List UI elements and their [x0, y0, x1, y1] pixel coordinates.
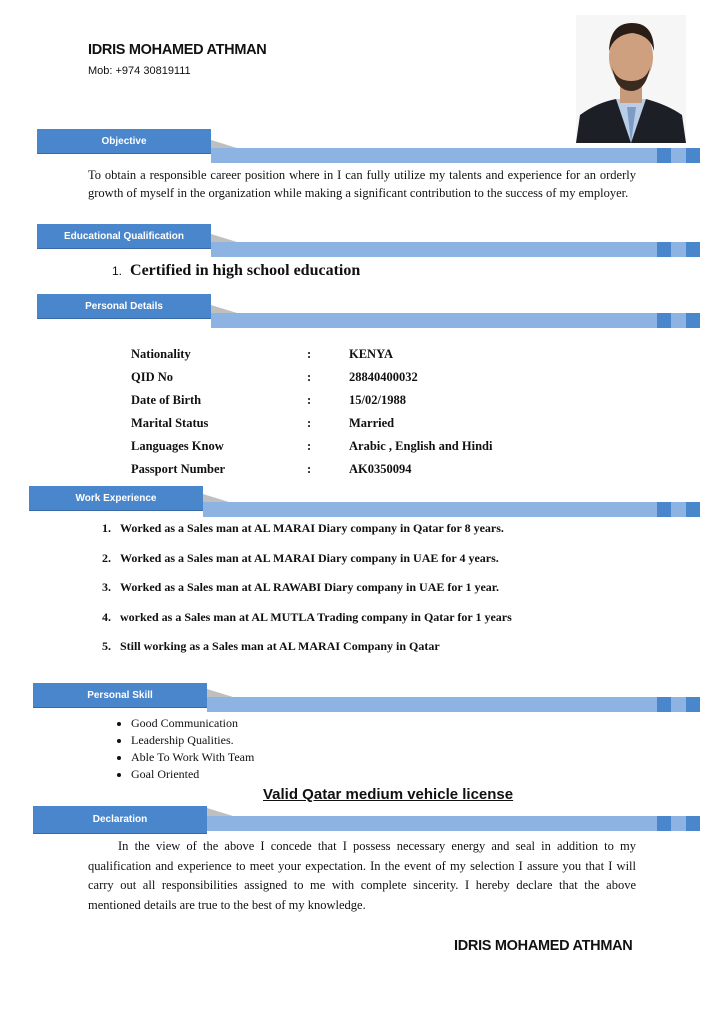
personal-detail-row [131, 435, 549, 458]
section-label-work-experience: Work Experience [29, 486, 203, 510]
work-item: 1. Worked as a Sales man at AL MARAI Diary company in Qatar for 8 years. [114, 521, 512, 551]
skills-list [95, 716, 254, 784]
section-label-objective: Objective [37, 129, 211, 153]
mobile-number: Mob: +974 30819111 [88, 65, 191, 77]
signature-name: IDRIS MOHAMED ATHMAN [454, 938, 633, 954]
detail-value: KENYA [349, 347, 393, 361]
detail-sep: : [307, 462, 312, 476]
work-item: 3. Worked as a Sales man at AL RAWABI Diary company in UAE for 1 year. [114, 580, 512, 610]
candidate-name: IDRIS MOHAMED ATHMAN [88, 42, 267, 58]
detail-value: Married [349, 416, 395, 430]
skill-item: • Leadership Qualities. [131, 733, 254, 750]
detail-label: Passport Number [131, 462, 226, 476]
objective-text: To obtain a responsible career position where in I can fully utilize my talents and experience for an orderly growth of myself in the organization while making a significant contribution to the success of my employer. [88, 168, 636, 200]
skill-item: • Good Communication [131, 716, 254, 733]
detail-label: Date of Birth [131, 393, 202, 407]
detail-sep: : [307, 439, 312, 453]
skill-item: • Able To Work With Team [131, 750, 254, 767]
personal-detail-row [131, 389, 549, 412]
section-bar [211, 242, 700, 257]
skill-item: • Goal Oriented [131, 767, 254, 784]
work-item: 2. Worked as a Sales man at AL MARAI Diary company in UAE for 4 years. [114, 551, 512, 581]
detail-value: 28840400032 [349, 370, 418, 384]
detail-value: 15/02/1988 [349, 393, 406, 407]
detail-sep: : [307, 370, 312, 384]
section-bar [207, 816, 700, 831]
profile-photo [576, 15, 686, 143]
license-note: Valid Qatar medium vehicle license [263, 786, 514, 803]
detail-sep: : [307, 347, 312, 361]
work-item: 4. worked as a Sales man at AL MUTLA Trading company in Qatar for 1 years [114, 610, 512, 640]
work-item: 5. Still working as a Sales man at AL MARAI Company in Qatar [114, 639, 512, 669]
detail-sep: : [307, 393, 312, 407]
section-label-education: Educational Qualification [37, 224, 211, 248]
work-experience-list [82, 521, 512, 669]
detail-value: Arabic , English and Hindi [349, 439, 493, 453]
item-number: 1. [112, 264, 123, 278]
personal-detail-row [131, 343, 549, 366]
detail-sep: : [307, 416, 312, 430]
detail-label: Nationality [131, 347, 191, 361]
section-bar [211, 148, 700, 163]
personal-detail-row [131, 366, 549, 389]
personal-detail-row [131, 412, 549, 435]
education-text: Certified in high school education [130, 262, 361, 279]
section-bar [211, 313, 700, 328]
section-label-declaration: Declaration [33, 806, 207, 833]
section-label-personal-skill: Personal Skill [33, 683, 207, 707]
personal-detail-row [131, 458, 549, 481]
section-bar [203, 502, 700, 517]
detail-label: QID No [131, 370, 174, 384]
section-bar [207, 697, 700, 712]
declaration-text: In the view of the above I concede that I possess necessary energy and seal in addition to my qualification and experience to meet your expectation. In the event of my selection I assure you that I will carry out all responsibilities assigned to me with complete sincerity. I hereby declare that the above mentioned details are true to the best of my knowledge. [88, 839, 636, 912]
detail-label: Languages Know [131, 439, 224, 453]
education-item [112, 262, 360, 280]
section-label-personal-details: Personal Details [37, 294, 211, 318]
detail-value: AK0350094 [349, 462, 412, 476]
detail-label: Marital Status [131, 416, 209, 430]
personal-details-table [131, 343, 549, 481]
